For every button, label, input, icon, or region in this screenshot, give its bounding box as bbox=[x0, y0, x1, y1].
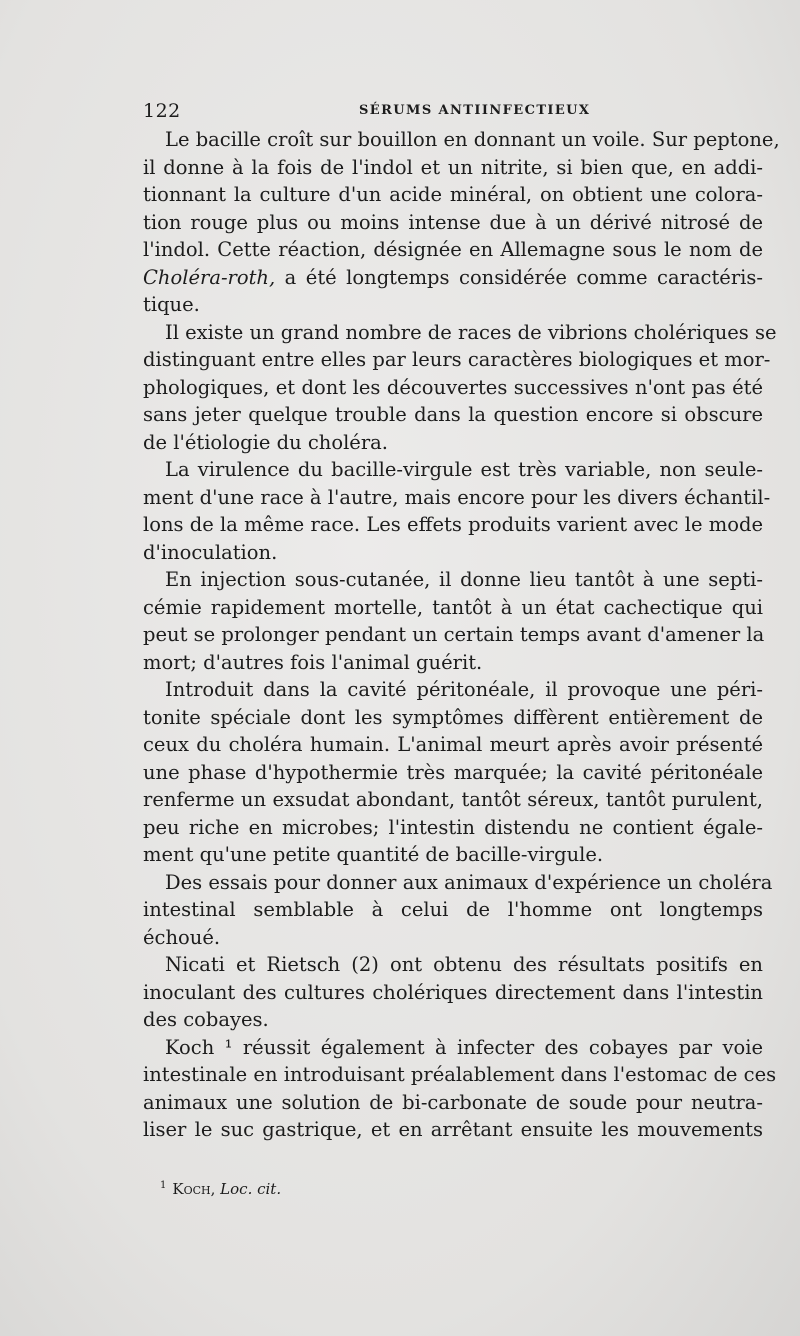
italic-term: Choléra-roth, bbox=[143, 265, 276, 289]
text-line: phologiques, et dont les découvertes successives n'ont pas été bbox=[143, 375, 763, 399]
text-line: Il existe un grand nombre de races de vibrions cholériques se bbox=[165, 320, 777, 344]
paragraph bbox=[143, 566, 763, 676]
text-line: il donne à la fois de l'indol et un nitrite, si bien que, en addi- bbox=[143, 155, 763, 179]
text-line: peu riche en microbes; l'intestin distendu ne contient égale- bbox=[143, 815, 763, 839]
footnote bbox=[160, 1180, 281, 1198]
text-line: l'indol. Cette réaction, désignée en Allemagne sous le nom de bbox=[143, 238, 763, 261]
text-line: Koch ¹ réussit également à infecter des cobayes par voie bbox=[165, 1035, 763, 1059]
page-header bbox=[143, 100, 763, 124]
text-line: ceux du choléra humain. L'animal meurt après avoir présenté bbox=[143, 733, 763, 756]
text-line: mort; d'autres fois l'animal guérit. bbox=[143, 650, 483, 674]
text-line: de l'étiologie du choléra. bbox=[143, 430, 388, 454]
text-line: tion rouge plus ou moins intense due à un dérivé nitrosé de bbox=[143, 210, 763, 234]
paragraph bbox=[143, 456, 771, 566]
text-line: renferme un exsudat abondant, tantôt séreux, tantôt purulent, bbox=[143, 788, 763, 811]
text-line: lons de la même race. Les effets produits varient avec le mode bbox=[143, 513, 763, 536]
text-line: d'inoculation. bbox=[143, 540, 278, 564]
body-text bbox=[143, 126, 780, 1144]
text-line: inoculant des cultures cholériques directement dans l'intestin bbox=[143, 980, 763, 1004]
text-line: peut se prolonger pendant un certain temps avant d'amener la bbox=[143, 623, 765, 646]
text-line: ment d'une race à l'autre, mais encore pour les divers échantil- bbox=[143, 485, 771, 509]
paragraph bbox=[143, 676, 763, 869]
text-line: Des essais pour donner aux animaux d'expérience un choléra bbox=[165, 870, 773, 894]
text-line: animaux une solution de bi-carbonate de soude pour neutra- bbox=[143, 1090, 763, 1114]
paragraph bbox=[143, 951, 763, 1034]
line-rest: a été longtemps considérée comme caractéris- bbox=[275, 265, 763, 289]
text-line: Introduit dans la cavité péritonéale, il provoque une péri- bbox=[165, 678, 763, 701]
footnote-marker: 1 bbox=[160, 1180, 167, 1191]
text-line: cémie rapidement mortelle, tantôt à un état cachectique qui bbox=[143, 595, 763, 619]
text-line: tionnant la culture d'un acide minéral, on obtient une colora- bbox=[143, 183, 763, 206]
text-line: des cobayes. bbox=[143, 1008, 269, 1031]
text-line: La virulence du bacille-virgule est très variable, non seule- bbox=[165, 458, 763, 481]
text-line bbox=[143, 264, 763, 292]
text-line: échoué. bbox=[143, 925, 221, 949]
footnote-author: Koch, bbox=[172, 1180, 216, 1198]
running-title: SÉRUMS ANTIINFECTIEUX bbox=[359, 103, 591, 118]
page-number: 122 bbox=[143, 100, 181, 122]
text-line: liser le suc gastrique, et en arrêtant ensuite les mouvements bbox=[143, 1118, 763, 1141]
paragraph bbox=[143, 319, 777, 457]
text-line: Nicati et Rietsch (2) ont obtenu des résultats positifs en bbox=[165, 953, 763, 976]
text-line: intestinal semblable à celui de l'homme ont longtemps bbox=[143, 898, 763, 921]
text-line: tonite spéciale dont les symptômes diffèrent entièrement de bbox=[143, 705, 763, 729]
text-line: tique. bbox=[143, 293, 200, 316]
text-line: ment qu'une petite quantité de bacille-virgule. bbox=[143, 843, 604, 866]
paragraph bbox=[143, 869, 773, 952]
footnote-reference: Loc. cit. bbox=[220, 1180, 282, 1198]
text-line: sans jeter quelque trouble dans la question encore si obscure bbox=[143, 403, 763, 426]
text-line: En injection sous-cutanée, il donne lieu tantôt à une septi- bbox=[165, 568, 763, 591]
paragraph bbox=[143, 1034, 777, 1144]
text-line: une phase d'hypothermie très marquée; la cavité péritonéale bbox=[143, 760, 763, 784]
text-line: distinguant entre elles par leurs caractères biologiques et mor- bbox=[143, 348, 771, 371]
text-line: Le bacille croît sur bouillon en donnant un voile. Sur peptone, bbox=[165, 128, 780, 151]
text-line: intestinale en introduisant préalablement dans l'estomac de ces bbox=[143, 1063, 777, 1086]
paragraph bbox=[143, 126, 780, 319]
